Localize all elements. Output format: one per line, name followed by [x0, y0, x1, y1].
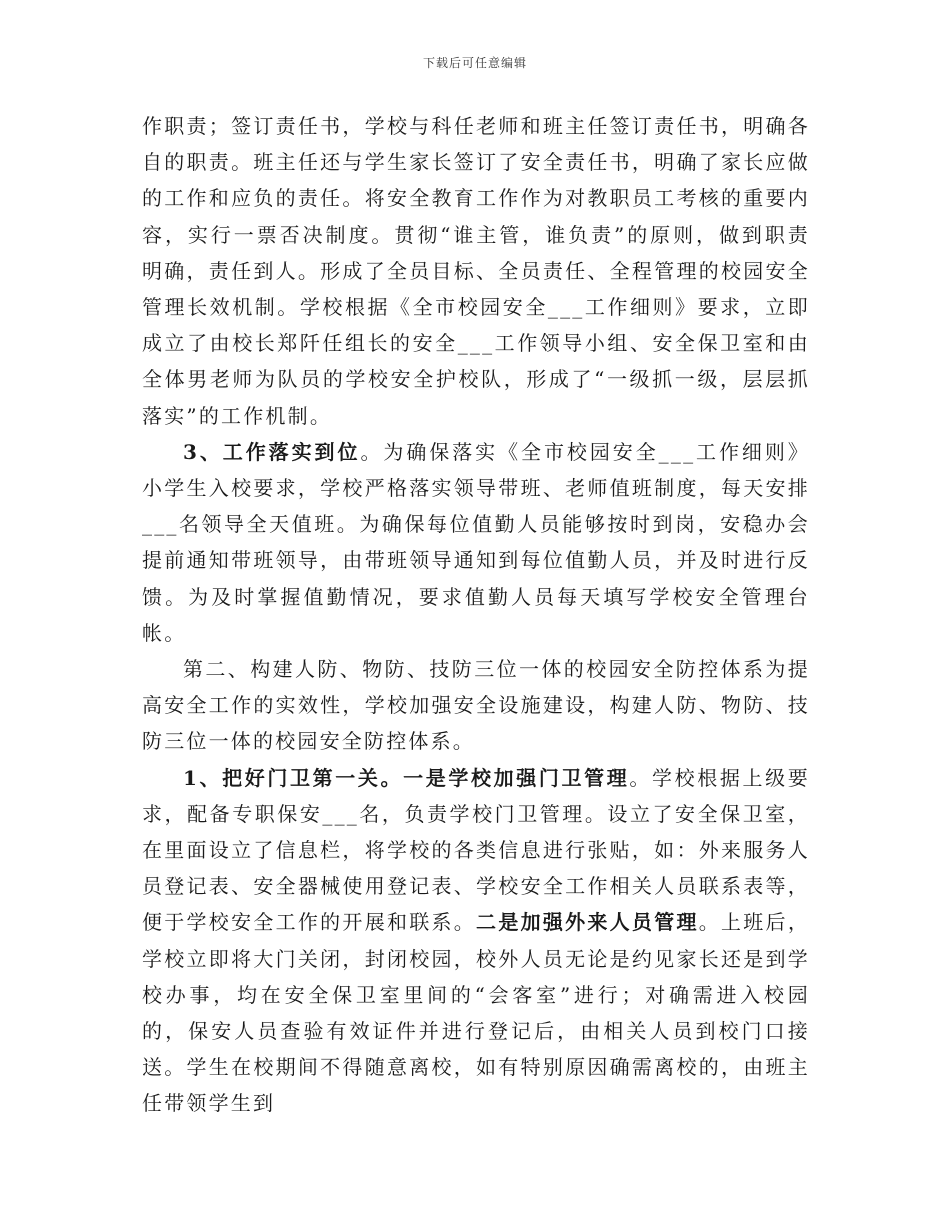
paragraph-text: 。为确保落实《全市校园安全___工作细则》小学生入校要求，学校严格落实领导带班、老师值班制度，每天安排___名领导全天值班。为确保每位值勤人员能够按时到岗，安稳办会提前通知带班领导，由带班领导通知到每位值勤人员，并及时进行反馈。为及时掌握值勤情况，要求值勤人员每天填写学校安全管理台帐。	[142, 439, 810, 645]
paragraph-heading: 1、把好门卫第一关。一是学校加强门卫管理	[183, 765, 630, 790]
paragraph-work-implementation	[142, 434, 810, 651]
paragraph-gate-management	[142, 760, 810, 1122]
paragraph-text: 。上班后，学校立即将大门关闭，封闭校园，校外人员无论是约见家长还是到学校办事，均在安全保卫室里间的“会客室”进行；对确需进入校园的，保安人员查验有效证件并进行登记后，由相关人员到校门口接送。学生在校期间不得随意离校，如有特别原因确需离校的，由班主任带领学生到	[142, 910, 811, 1116]
paragraph-subheading: 二是加强外来人员管理	[476, 910, 699, 935]
paragraph-responsibilities	[142, 108, 810, 434]
paragraph-text: 。学校根据上级要求，配备专职保安___名，负责学校门卫管理。设立了安全保卫室，在里面设立了信息栏，将学校的各类信息进行张贴，如：外来服务人员登记表、安全器械使用登记表、学校安全工作相关人员联系表等，便于学校安全工作的开展和联系。	[142, 765, 810, 935]
paragraph-text: 作职责；签订责任书，学校与科任老师和班主任签订责任书，明确各自的职责。班主任还与学生家长签订了安全责任书，明确了家长应做的工作和应负的责任。将安全教育工作作为对教职员工考核的重要内容，实行一票否决制度。贯彻“谁主管，谁负责”的原则，做到职责明确，责任到人。形成了全员目标、全员责任、全程管理的校园安全管理长效机制。学校根据《全市校园安全___工作细则》要求，立即成立了由校长郑阡任组长的安全___工作领导小组、安全保卫室和由全体男老师为队员的学校安全护校队，形成了“一级抓一级，层层抓落实”的工作机制。	[142, 114, 810, 428]
paragraph-heading: 3、工作落实到位	[183, 439, 361, 464]
page-header: 下载后可任意编辑	[422, 56, 527, 70]
paragraph-prevention-system	[142, 651, 810, 760]
document-body	[142, 108, 810, 1122]
paragraph-text: 第二、构建人防、物防、技防三位一体的校园安全防控体系为提高安全工作的实效性，学校加强安全设施建设，构建人防、物防、技防三位一体的校园安全防控体系。	[142, 657, 810, 754]
